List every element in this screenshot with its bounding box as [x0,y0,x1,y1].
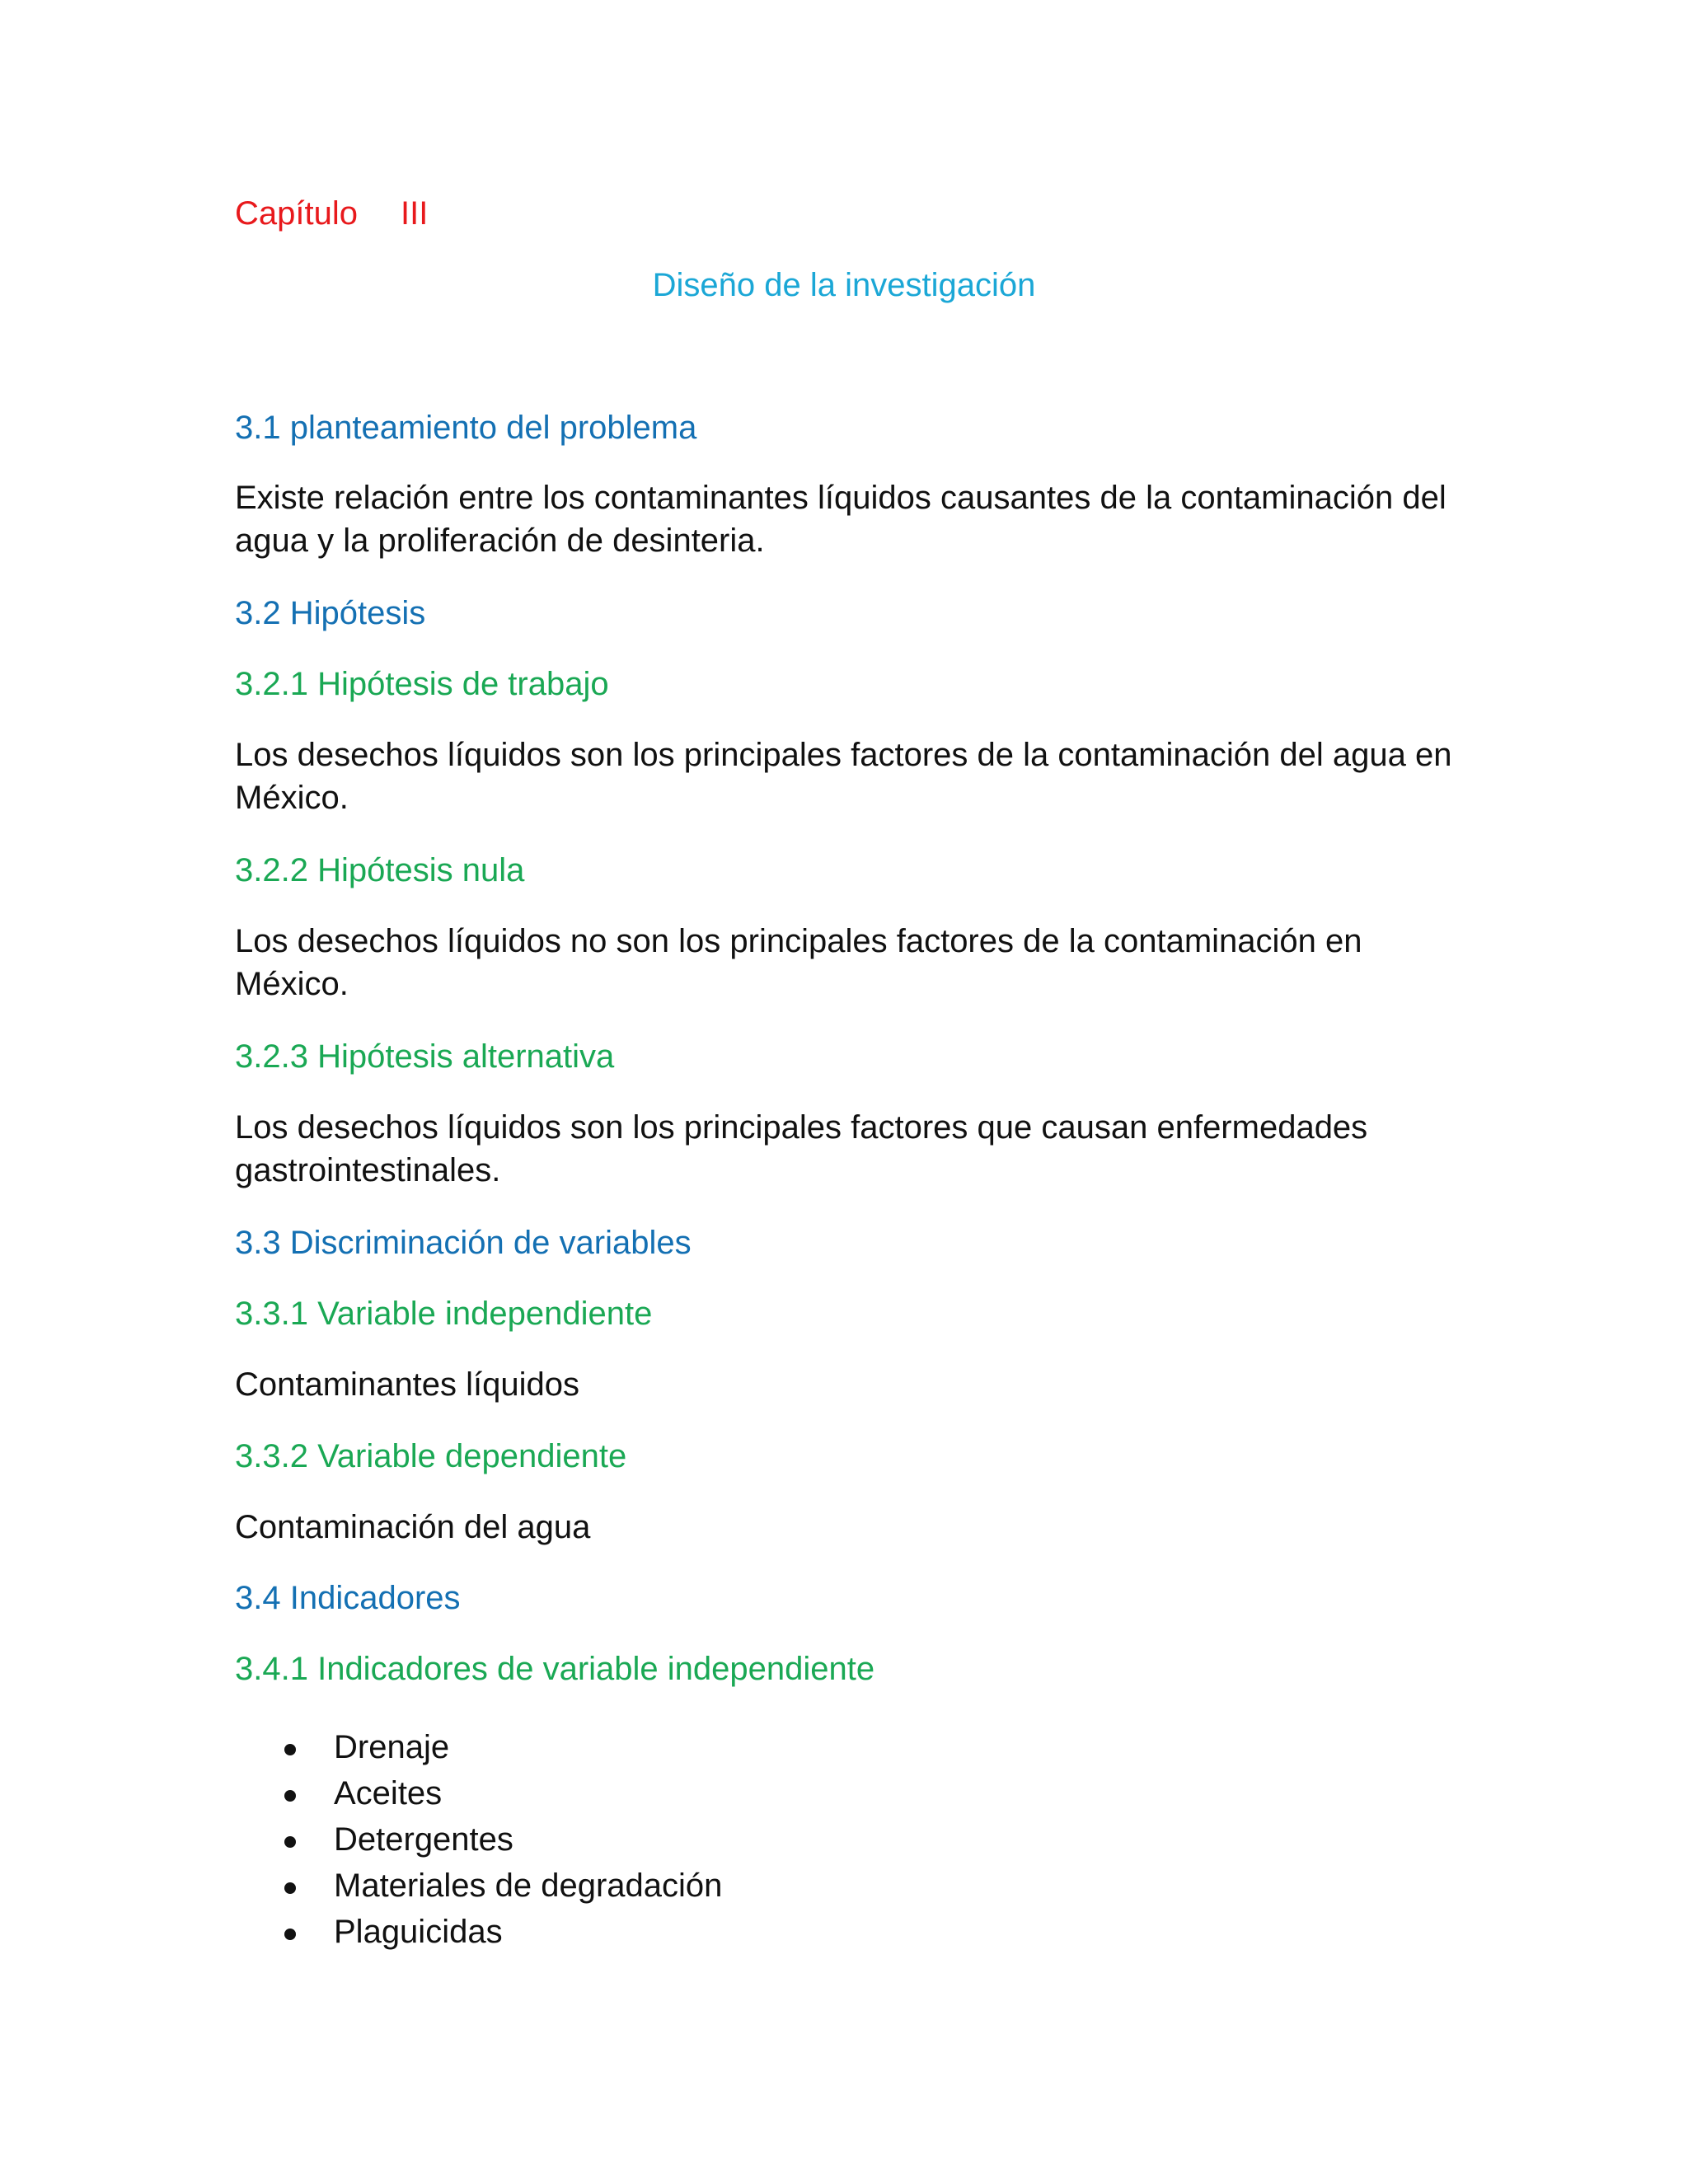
list-item-label: Aceites [334,1775,443,1811]
heading-3-2-1: 3.2.1 Hipótesis de trabajo [235,666,609,702]
list-item-label: Plaguicidas [334,1914,503,1950]
heading-3-3-2: 3.3.2 Variable dependiente [235,1438,627,1474]
heading-3-2-2: 3.2.2 Hipótesis nula [235,852,525,888]
bullet-icon [284,1882,296,1894]
chapter-label [235,192,428,235]
heading-3-4: 3.4 Indicadores [235,1580,461,1616]
bullet-icon [284,1836,296,1848]
bullet-icon [284,1929,296,1940]
heading-3-3-1: 3.3.1 Variable independiente [235,1296,653,1332]
heading-3-4-1: 3.4.1 Indicadores de variable independiente [235,1651,875,1687]
heading-3-2-3: 3.2.3 Hipótesis alternativa [235,1038,615,1075]
paragraph-independent-variable: Contaminantes líquidos [235,1366,580,1403]
chapter-number: III [400,195,429,232]
chapter-word: Capítulo [235,195,358,232]
paragraph-dependent-variable: Contaminación del agua [235,1509,591,1545]
heading-3-2: 3.2 Hipótesis [235,595,426,631]
paragraph-problem-statement: Existe relación entre los contaminantes líquidos causantes de la contaminación del agua y la proliferación de desinteria. [235,480,1447,559]
heading-3-1: 3.1 planteamiento del problema [235,410,697,446]
list-item [235,1726,722,1772]
bullet-icon [284,1744,296,1755]
list-item-label: Materiales de degradación [334,1868,723,1904]
heading-3-3: 3.3 Discriminación de variables [235,1225,692,1261]
list-item-label: Detergentes [334,1821,513,1858]
list-item [235,1818,722,1864]
list-item-label: Drenaje [334,1729,450,1765]
list-item [235,1864,722,1910]
list-item [235,1772,722,1818]
indicators-list [235,1726,722,1957]
paragraph-working-hypothesis: Los desechos líquidos son los principales factores de la contaminación del agua en México. [235,737,1452,816]
list-item [235,1910,722,1957]
paragraph-alternative-hypothesis: Los desechos líquidos son los principales factores que causan enfermedades gastrointestinales. [235,1109,1368,1188]
paragraph-null-hypothesis: Los desechos líquidos no son los principales factores de la contaminación en México. [235,923,1362,1002]
bullet-icon [284,1790,296,1802]
document-title: Diseño de la investigación [652,267,1036,303]
